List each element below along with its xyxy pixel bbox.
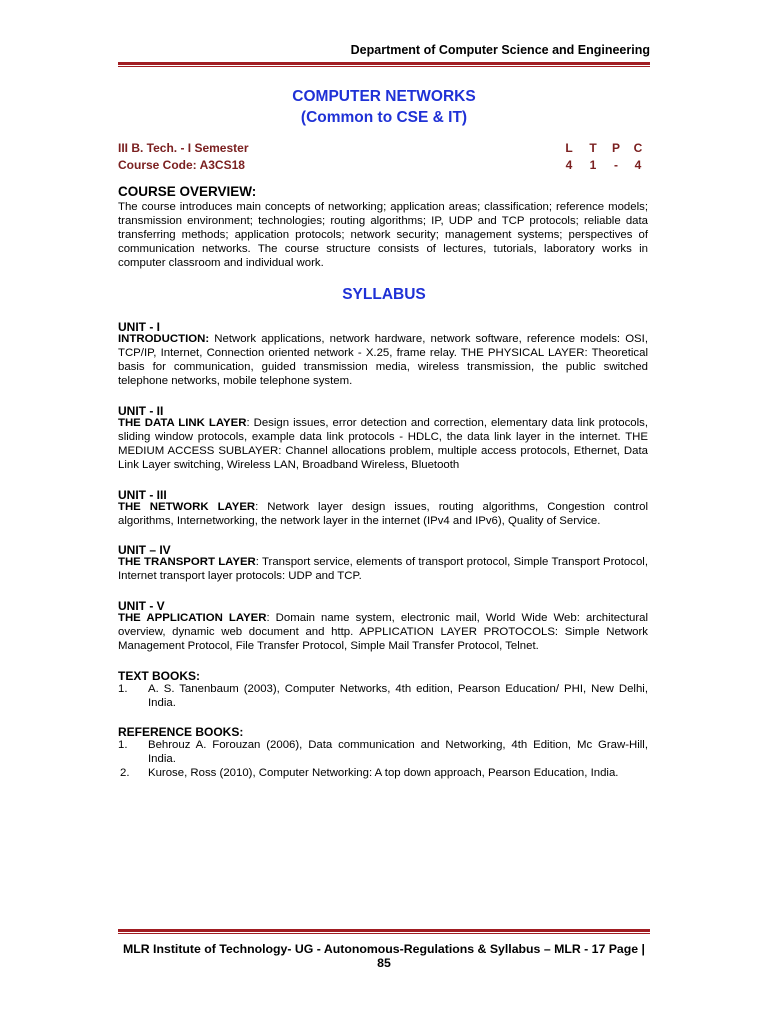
reference-book-2-num: 2. [120,767,130,779]
reference-books-heading: REFERENCE BOOKS: [118,725,244,739]
ltpc-value-t: 1 [589,158,597,172]
unit-2-body [118,417,648,473]
unit-4-body [118,556,648,584]
overview-text: The course introduces main concepts of networking; application areas; classification; reference models; transmission environment; technologies; routing algorithms; IP, UDP and TCP protocols; reliable data transferring methods; application protocols; network security; management systems; perspectives of communication networks. The course structure consists of lectures, tutorials, laboratory works in computer classroom and individual work. [118,201,648,269]
unit-5-title: UNIT - V [118,599,165,613]
reference-book-2: Kurose, Ross (2010), Computer Networking: A top down approach, Pearson Education, India. [148,767,619,779]
ltpc-label-l: L [565,141,573,155]
unit-1-lead: INTRODUCTION: [118,333,210,345]
ltpc-label-t: T [589,141,597,155]
running-header: Department of Computer Science and Engineering [350,43,650,57]
unit-5-lead: THE APPLICATION LAYER [118,612,267,624]
course-subtitle: (Common to CSE & IT) [300,109,468,126]
unit-1-title: UNIT - I [118,320,160,334]
course-code: Course Code: A3CS18 [118,158,245,172]
text-book-1-num: 1. [118,683,128,695]
footer-rule-thin [118,933,650,934]
unit-2-text: : Design issues, error detection and correction, elementary data link protocols, sliding window protocols, example data link protocols - HDLC, the data link layer in the internet. THE MEDIUM ACCESS SUBLAYER: Channel allocations problem, multiple access protocols, Ethernet, Data Link Layer switching, Wireless LAN, Broadband Wireless, Bluetooth [118,417,649,471]
unit-3-body [118,501,648,529]
unit-4-text: : Transport service, elements of transport protocol, Simple Transport Protocol, Internet transport layer protocols: UDP and TCP. [118,556,648,582]
unit-3-text: : Network layer design issues, routing algorithms, Congestion control algorithms, Internetworking, the network layer in the internet (IPv4 and IPv6), Quality of Service. [118,501,648,527]
unit-4-title: UNIT – IV [118,543,171,557]
reference-book-1-num: 1. [118,739,128,751]
unit-5-text: : Domain name system, electronic mail, World Wide Web: architectural overview, dynamic web document and http. APPLICATION LAYER PROTOCOLS: Simple Network Management Protocol, File Transfer Protocol, Simple Mail Transfer Protocol, Telnet. [118,612,648,652]
ltpc-value-c: 4 [634,158,642,172]
ltpc-label-c: C [633,141,643,155]
footer-rule [118,929,650,932]
unit-3-lead: THE NETWORK LAYER [118,501,256,513]
unit-1-body [118,333,648,389]
page-footer: MLR Institute of Technology- UG - Autonomous-Regulations & Syllabus – MLR - 17 Page | 85 [123,942,645,970]
unit-1-text: Network applications, network hardware, network software, reference models: OSI, TCP/IP, Internet, Connection oriented network - X.25, frame relay. THE PHYSICAL LAYER: Theoretical basis for communication, guided transmission media, wireless transmission, the public switched telephone networks, mobile telephone system. [118,333,648,387]
unit-2-title: UNIT - II [118,404,164,418]
semester-label: III B. Tech. - I Semester [118,141,249,155]
unit-5-body [118,612,648,654]
text-book-1: A. S. Tanenbaum (2003), Computer Networks, 4th edition, Pearson Education/ PHI, New Delhi, India. [148,683,648,709]
unit-2-lead: THE DATA LINK LAYER [118,417,247,429]
header-rule [118,62,650,65]
unit-4-lead: THE TRANSPORT LAYER [118,556,256,568]
ltpc-value-p: - [614,158,618,172]
ltpc-value-l: 4 [565,158,573,172]
overview-heading: COURSE OVERVIEW: [118,184,257,199]
ltpc-label-p: P [611,141,620,155]
reference-book-1: Behrouz A. Forouzan (2006), Data communication and Networking, 4th Edition, Mc Graw-Hill, India. [148,739,648,765]
course-title: COMPUTER NETWORKS [292,88,476,105]
text-books-heading: TEXT BOOKS: [118,669,201,683]
unit-3-title: UNIT - III [118,488,167,502]
syllabus-heading: SYLLABUS [342,286,426,303]
header-rule-thin [118,66,650,67]
